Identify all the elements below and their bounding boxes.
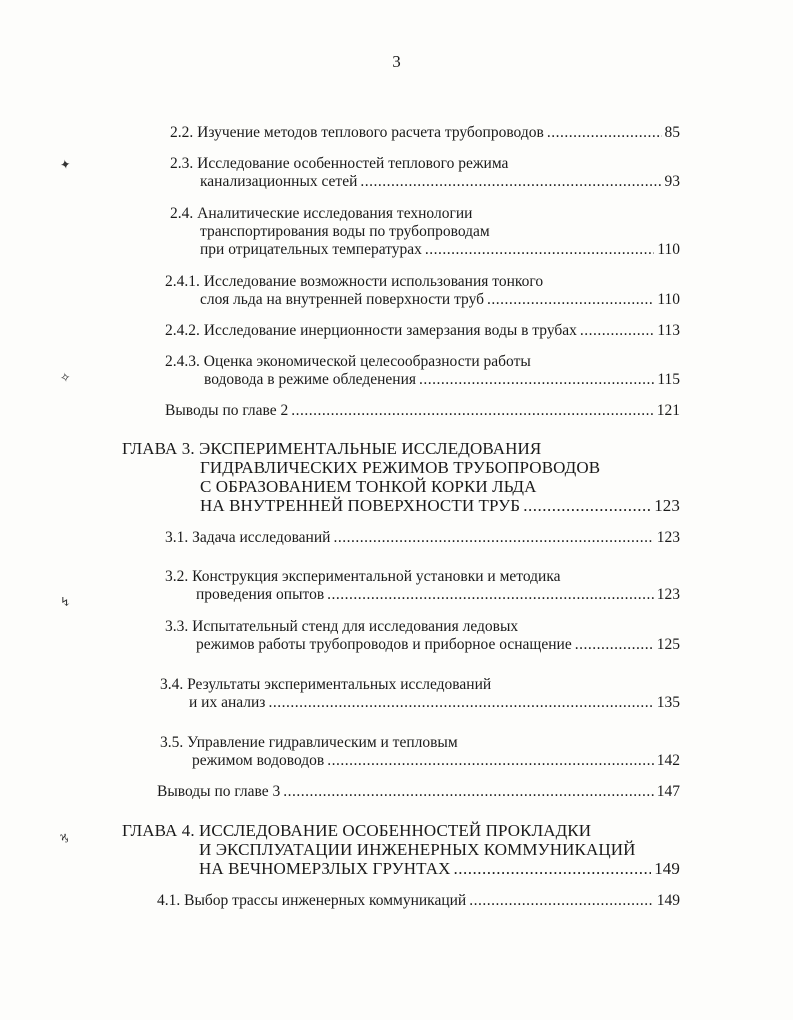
toc-entry-title: 3.4. Результаты экспериментальных исследований xyxy=(160,676,492,693)
toc-entry-title: 2.4.3. Оценка экономической целесообразности работы xyxy=(165,353,531,370)
leader-dots xyxy=(327,752,654,770)
leader-dots xyxy=(283,783,653,801)
toc-entry-title: 2.2. Изучение методов теплового расчета трубопроводов xyxy=(170,124,544,141)
toc-page-number: 113 xyxy=(657,322,680,339)
toc-chapter-title-cont: ГИДРАВЛИЧЕСКИХ РЕЖИМОВ ТРУБОПРОВОДОВ xyxy=(200,458,601,477)
toc-entry-title-cont: режимов работы трубопроводов и приборное оснащение xyxy=(196,636,572,653)
leader-dots xyxy=(575,636,654,654)
toc-entry-2-4-2 xyxy=(165,322,680,340)
toc-page-number: 110 xyxy=(657,291,680,308)
toc-chapter-title: ГЛАВА 4. ИССЛЕДОВАНИЕ ОСОБЕННОСТЕЙ ПРОКЛАДКИ xyxy=(122,821,592,840)
toc-entry-title: 2.4. Аналитические исследования технологии xyxy=(170,205,473,222)
toc-page-number: 123 xyxy=(656,529,680,546)
toc-entry-3-3 xyxy=(165,618,680,654)
toc-entry-title-cont: проведения опытов xyxy=(196,586,325,603)
toc-page-number: 147 xyxy=(656,783,680,800)
toc-entry-title-cont: режимом водоводов xyxy=(192,752,325,769)
toc-page-number: 149 xyxy=(654,859,680,878)
leader-dots xyxy=(327,586,654,604)
toc-entry-chapter-4 xyxy=(122,821,680,878)
margin-mark-icon: ↯ xyxy=(58,593,73,610)
toc-entry-chapter-3-conclusions xyxy=(157,783,680,801)
margin-mark-icon: ϗ xyxy=(58,827,69,844)
toc-entry-chapter-3 xyxy=(122,439,680,515)
toc-entry-title: 2.4.1. Исследование возможности использования тонкого xyxy=(165,273,544,290)
toc-entry-title: Выводы по главе 2 xyxy=(165,402,289,419)
toc-entry-title-cont: при отрицательных температурах xyxy=(200,241,422,258)
leader-dots xyxy=(547,124,662,142)
toc-entry-title: 3.1. Задача исследований xyxy=(165,529,331,546)
leader-dots xyxy=(268,694,653,712)
toc-entry-2-4-3 xyxy=(165,353,680,389)
toc-entry-3-1 xyxy=(165,529,680,547)
toc-entry-title-cont: канализационных сетей xyxy=(200,173,358,190)
toc-entry-title: 3.5. Управление гидравлическим и тепловым xyxy=(160,734,458,751)
margin-mark-icon: ✧ xyxy=(58,369,73,386)
toc-chapter-title-cont: НА ВЕЧНОМЕРЗЛЫХ ГРУНТАХ xyxy=(199,859,451,878)
toc-entry-title: 4.1. Выбор трассы инженерных коммуникаций xyxy=(157,892,467,909)
toc-entry-title-cont: слоя льда на внутренней поверхности труб xyxy=(200,291,485,308)
leader-dots xyxy=(454,859,652,878)
leader-dots xyxy=(469,892,654,910)
toc-page-number: 135 xyxy=(656,694,680,711)
toc-page-number: 125 xyxy=(656,636,680,653)
toc-page-number: 123 xyxy=(656,586,680,603)
toc-entry-title: Выводы по главе 3 xyxy=(157,783,281,800)
toc-chapter-title-cont: НА ВНУТРЕННЕЙ ПОВЕРХНОСТИ ТРУБ xyxy=(200,496,521,515)
toc-entry-title: 3.3. Испытательный стенд для исследования ледовых xyxy=(165,618,519,635)
toc-page-number: 85 xyxy=(664,124,680,141)
toc-page-number: 149 xyxy=(656,892,680,909)
leader-dots xyxy=(333,529,653,547)
margin-mark-icon: ✦ xyxy=(58,156,73,173)
toc-entry-title: 2.3. Исследование особенностей теплового режима xyxy=(170,155,509,172)
toc-entry-3-2 xyxy=(165,568,680,604)
toc-page-number: 115 xyxy=(657,371,680,388)
leader-dots xyxy=(425,241,654,259)
leader-dots xyxy=(580,322,654,340)
toc-page-number: 123 xyxy=(654,496,680,515)
toc-entry-3-5 xyxy=(160,734,680,770)
toc-entry-2-3 xyxy=(170,155,680,191)
toc-entry-2-4-1 xyxy=(165,273,680,309)
toc-entry-2-2 xyxy=(170,124,680,142)
toc-chapter-title-cont: С ОБРАЗОВАНИЕМ ТОНКОЙ КОРКИ ЛЬДА xyxy=(200,477,537,496)
toc-page-number: 142 xyxy=(656,752,680,769)
toc-entry-title-cont: и их анализ xyxy=(189,694,266,711)
toc-entry-title-cont: транспортирования воды по трубопроводам xyxy=(200,223,490,240)
leader-dots xyxy=(419,371,654,389)
leader-dots xyxy=(360,173,661,191)
toc-entry-title: 2.4.2. Исследование инерционности замерзания воды в трубах xyxy=(165,322,577,339)
toc-chapter-title-cont: И ЭКСПЛУАТАЦИИ ИНЖЕНЕРНЫХ КОММУНИКАЦИЙ xyxy=(199,840,636,859)
toc-entry-4-1 xyxy=(157,892,680,910)
toc-page-number: 110 xyxy=(657,241,680,258)
toc-entry-3-4 xyxy=(160,676,680,712)
toc-chapter-title: ГЛАВА 3. ЭКСПЕРИМЕНТАЛЬНЫЕ ИССЛЕДОВАНИЯ xyxy=(122,439,542,458)
leader-dots xyxy=(291,402,653,420)
toc-entry-chapter-2-conclusions xyxy=(165,402,680,420)
toc-entry-title-cont: водовода в режиме обледенения xyxy=(204,371,417,388)
leader-dots xyxy=(487,291,654,309)
toc-page-number: 93 xyxy=(664,173,680,190)
toc-entry-2-4 xyxy=(170,205,680,259)
toc-entry-title: 3.2. Конструкция экспериментальной установки и методика xyxy=(165,568,561,585)
leader-dots xyxy=(523,496,651,515)
page-number: 3 xyxy=(392,52,401,71)
toc-page-number: 121 xyxy=(656,402,680,419)
